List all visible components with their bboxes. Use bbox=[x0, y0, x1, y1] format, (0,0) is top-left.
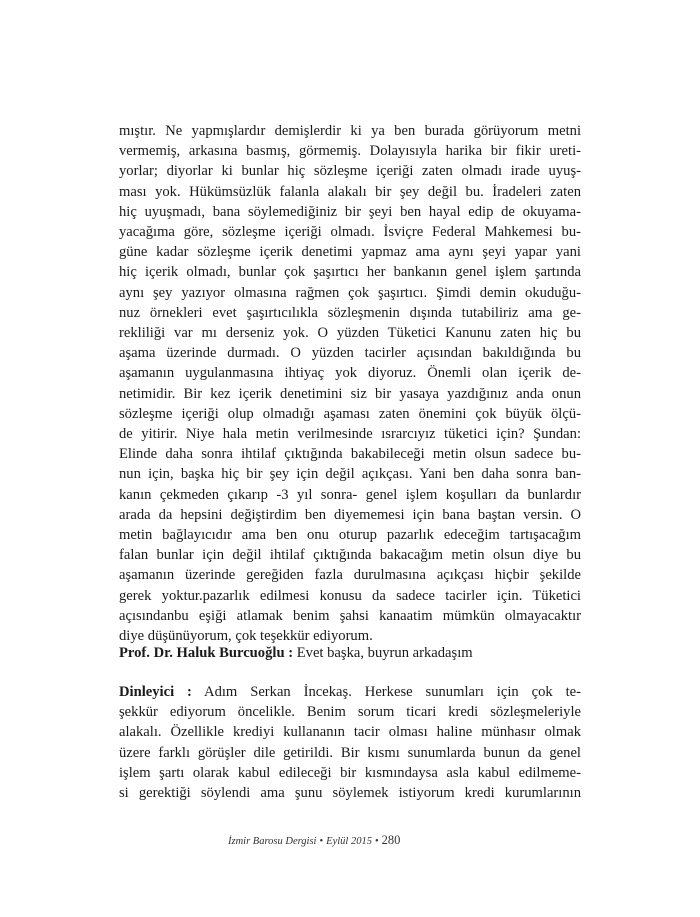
speaker-text: Evet başka, buyrun arkadaşım bbox=[293, 645, 473, 661]
text-line: üzere farklı görüşler dile getirildi. Bir kısmı sunumlarda bunun da genel bbox=[119, 744, 581, 761]
text-line: sözleşme içeriği olup olmadığı aşaması zaten önemini çok büyük ölçü- bbox=[119, 405, 581, 422]
questioner-name: Dinleyici : bbox=[119, 684, 192, 700]
text-line: aşamanın uygulanmasına ihtiyaç yok diyoruz. Önemli olan içerik de- bbox=[119, 365, 581, 382]
text-line: alakalı. Özellikle krediyi kullananın tacir olması haline münhasır olmak bbox=[119, 724, 581, 741]
question-text: Adım Serkan İncekaş. Herkese sunumları için çok te- bbox=[191, 684, 582, 700]
text-line: rekliliği var mı derseniz yok. O yüzden Tüketici Kanunu zaten hiç bu bbox=[119, 325, 581, 342]
question-first-line bbox=[119, 682, 581, 702]
text-line: gerek yoktur.pazarlık edilmesi konusu da sadece tacirler için. Tüketici bbox=[119, 587, 581, 604]
footer-separator: • bbox=[374, 836, 379, 847]
page-number: 280 bbox=[381, 833, 401, 847]
text-line: Elinde daha sonra ihtilaf çıktığında bakabileceği metin olsun sadece bu- bbox=[119, 446, 581, 463]
text-line: si gerektiği söylendi ama şunu söylemek istiyorum kredi kurumlarının bbox=[119, 785, 581, 802]
footer-separator: • bbox=[319, 836, 324, 847]
text-line: güne kadar sözleşme içerik denetimi yapmaz ama aynı şeyi yapar yani bbox=[119, 244, 581, 261]
text-line: işlem şartı olarak kabul edileceği bir kısmındaysa asla kabul edilmeme- bbox=[119, 764, 581, 781]
text-line: vermemiş, arkasına basmış, görmemiş. Dolayısıyla harika bir fikir ureti- bbox=[119, 143, 581, 160]
text-line: şekkür ediyorum öncelikle. Benim sorum ticari kredi sözleşmeleriyle bbox=[119, 704, 581, 721]
text-line: falan bunlar için değil ihtilaf çıktığında bakacağım metin olsun diye bu bbox=[119, 547, 581, 564]
text-line: hiç uyuşmadı, bana söylemediğiniz bir şeyi ben hayal edip de okuyama- bbox=[119, 203, 581, 220]
text-line: ması yok. Hükümsüzlük falanla alakalı bir şey değil bu. İradeleri zaten bbox=[119, 183, 581, 200]
text-line: nuz örnekleri evet şaşırtıcılıkla sözleşmenin dışında tutabiliriz ama ge- bbox=[119, 304, 581, 321]
question-paragraph bbox=[119, 682, 581, 803]
text-line: arada da hepsini değiştirdim ben diyememesi için bana baştan versin. O bbox=[119, 506, 581, 523]
text-line: aynı şey yazıyor olmasına rağmen çok şaşırtıcı. Şimdi demin okuduğu- bbox=[119, 284, 581, 301]
text-line: kanın çekmeden çıkarıp -3 yıl sonra- genel işlem koşulları da bunlardır bbox=[119, 486, 581, 503]
speaker-line bbox=[119, 643, 581, 663]
text-line: aşama üzerinde durmadı. O yüzden tacirler açısından bakıldığında bu bbox=[119, 345, 581, 362]
speaker-paragraph bbox=[119, 643, 581, 663]
text-line: yorlar; diyorlar ki bunlar hiç sözleşme içeriği zaten olmadı irade uyuş- bbox=[119, 163, 581, 180]
issue-date: Eylül 2015 bbox=[326, 836, 372, 847]
text-line: nun için, başka hiç bir şey için değil açıkçası. Yani ben daha sonra ban- bbox=[119, 466, 581, 483]
text-line: diye düşünüyorum, çok teşekkür ediyorum. bbox=[119, 628, 373, 645]
body-paragraph-1 bbox=[119, 121, 581, 646]
text-line: aşamanın üzerinde gereğiden fazla durulmasına açıkçası hiçbir şekilde bbox=[119, 567, 581, 584]
text-line: açısındanbu eşiği atlamak benim şahsi kanaatim mümkün olmayacaktır bbox=[119, 607, 581, 624]
journal-name: İzmir Barosu Dergisi bbox=[228, 836, 317, 847]
speaker-name: Prof. Dr. Haluk Burcuoğlu : bbox=[119, 645, 294, 661]
text-line: metin bağlayıcıdır ama ben onu oturup pazarlık edeceğim tartışacağım bbox=[119, 527, 581, 544]
text-line: hiç içerik olmadı, bunlar çok şaşırtıcı her bankanın genel işlem şartında bbox=[119, 264, 581, 281]
text-line: de yitirir. Niye hala metin verilmesinde ısrarcıyız tüketici için? Şundan: bbox=[119, 426, 581, 443]
page-footer bbox=[228, 833, 488, 848]
text-line: yacağıma göre, sözleşme içeriği olmadı. İsviçre Federal Mahkemesi bu- bbox=[119, 224, 581, 241]
text-line: mıştır. Ne yapmışlardır demişlerdir ki ya ben burada görüyorum metni bbox=[119, 123, 581, 139]
text-line: netimidir. Bir kez içerik denetimini siz bir yasaya yazdığınız anda onun bbox=[119, 385, 581, 402]
